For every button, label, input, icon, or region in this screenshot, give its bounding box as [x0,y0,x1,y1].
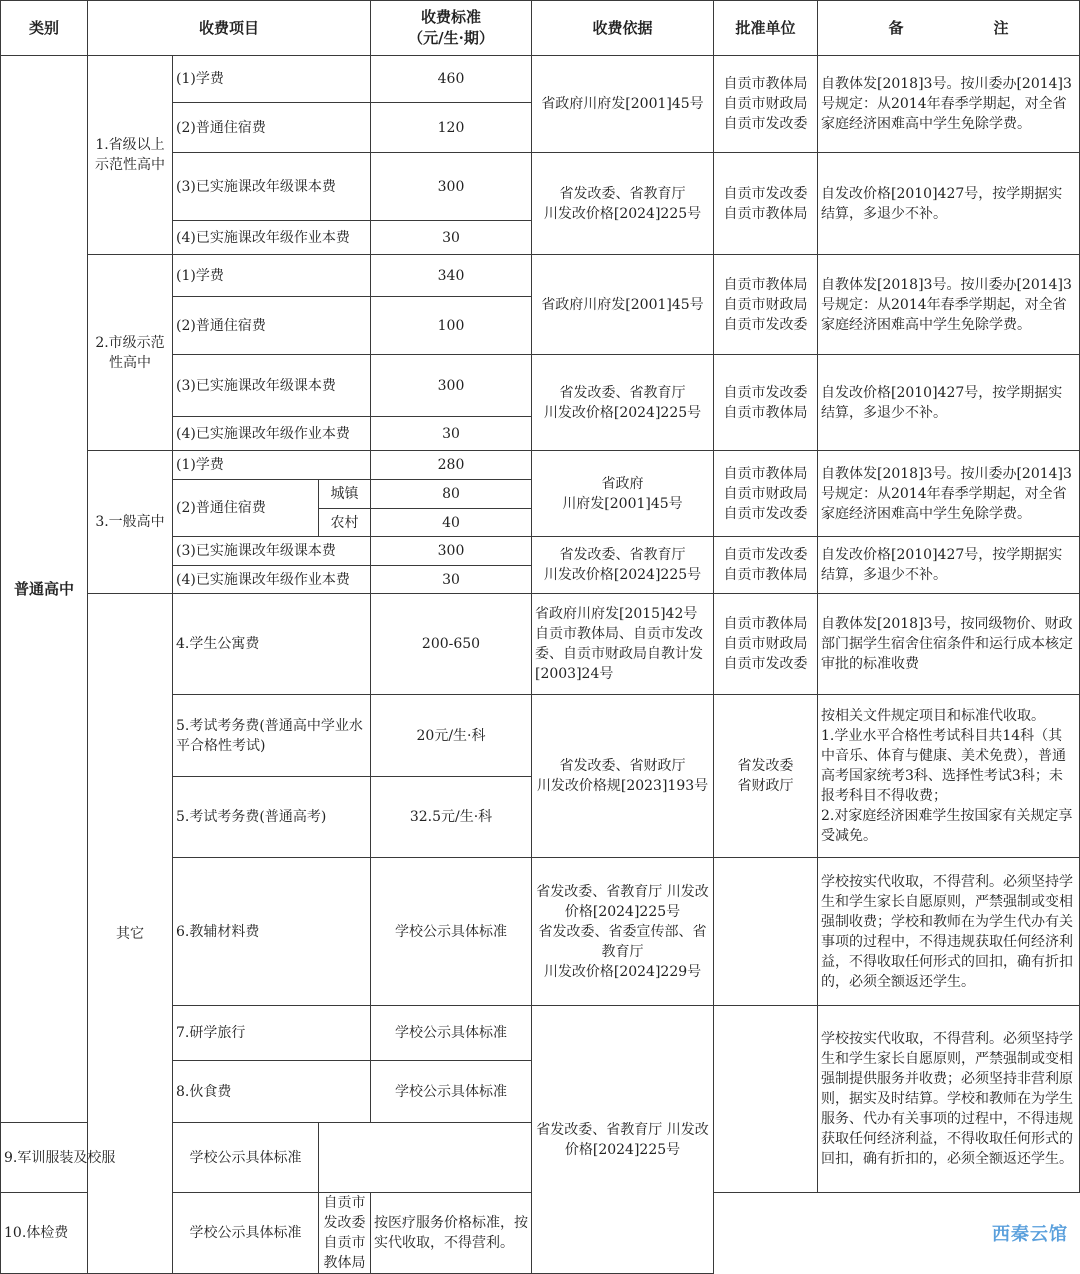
item-name: 6.教辅材料费 [173,858,371,1006]
fee-value: 300 [371,537,532,566]
header-approver: 批准单位 [714,1,818,56]
approver-cell: 自贡市教体局 自贡市财政局 自贡市发改委 [714,56,818,153]
fee-value: 80 [371,480,532,509]
fee-value: 340 [371,255,532,297]
item-name: 10.体检费 [1,1193,173,1274]
fee-value: 30 [371,221,532,255]
fee-value: 460 [371,56,532,103]
fee-value: 32.5元/生·科 [371,777,532,858]
basis-cell: 省政府川府发[2001]45号 [532,255,714,355]
group-label: 1.省级以上 示范性高中 [88,56,173,255]
note-cell: 学校按实代收取，不得营利。必须坚持学生和学生家长自愿原则，严禁强制或变相强制收费；学校和教师在为学生代办有关事项的过程中，不得违规获取任何经济利益，不得收取任何形式的回扣，确有折扣的，必须全额返还学生。 [818,858,1080,1006]
item-name: 5.考试考务费(普通高考) [173,777,371,858]
item-name: (2)普通住宿费 [173,103,371,153]
sub-item-rural: 农村 [319,509,371,537]
item-name: (2)普通住宿费 [173,480,319,537]
basis-cell: 省政府川府发[2015]42号 自贡市教体局、自贡市发改委、自贡市财政局自教计发[2003]24号 [532,594,714,695]
basis-cell: 省发改委、省财政厅 川发改价格规[2023]193号 [532,695,714,858]
table-row [1,594,1080,695]
note-cell: 按相关文件规定项目和标准代收取。 1.学业水平合格性考试科目共14科（其中音乐、体育与健康、美术免费），普通高考国家统考3科、选择性考试3科；未报考科目不得收费； 2.对家庭经济困难学生按国家有关规定享受减免。 [818,695,1080,858]
header-remarks: 备 注 [818,1,1080,56]
fee-value: 学校公示具体标准 [173,1193,319,1274]
approver-cell: 自贡市发改委 自贡市教体局 [714,153,818,255]
item-name: 9.军训服装及校服 [1,1123,173,1193]
header-basis: 收费依据 [532,1,714,56]
approver-cell: 自贡市教体局 自贡市财政局 自贡市发改委 [714,255,818,355]
approver-cell: 自贡市发改委 自贡市教体局 [714,537,818,594]
fee-value: 学校公示具体标准 [371,1006,532,1061]
basis-cell: 省发改委、省教育厅 川发改价格[2024]225号 [532,153,714,255]
item-name: (3)已实施课改年级课本费 [173,355,371,417]
watermark-logo: 西秦云馆 [992,1224,1068,1245]
fee-value: 学校公示具体标准 [173,1123,319,1193]
item-name: 8.伙食费 [173,1061,371,1123]
item-name: (4)已实施课改年级作业本费 [173,566,371,594]
basis-cell: 省政府川府发[2001]45号 [532,56,714,153]
approver-cell-empty [714,1006,818,1193]
fee-value: 30 [371,417,532,451]
basis-cell: 省政府 川府发[2001]45号 [532,451,714,537]
table-row [1,451,1080,480]
note-cell: 自教体发[2018]3号。按川委办[2014]3号规定：从2014年春季学期起，对全省家庭经济困难高中学生免除学费。 [818,56,1080,153]
note-cell: 按医疗服务价格标准，按实代收取，不得营利。 [371,1193,532,1274]
item-name: (1)学费 [173,451,371,480]
item-name: 4.学生公寓费 [173,594,371,695]
item-name: (4)已实施课改年级作业本费 [173,221,371,255]
item-name: (2)普通住宿费 [173,297,371,355]
note-cell: 自发改价格[2010]427号，按学期据实结算，多退少不补。 [818,153,1080,255]
category-cell: 普通高中 [1,56,88,1123]
table-header [1,1,1080,56]
approver-cell: 自贡市教体局 自贡市财政局 自贡市发改委 [714,594,818,695]
item-name: (1)学费 [173,56,371,103]
header-standard: 收费标准 （元/生·期） [371,1,532,56]
item-name: (1)学费 [173,255,371,297]
fee-value: 20元/生·科 [371,695,532,777]
note-cell: 学校按实代收取，不得营利。必须坚持学生和学生家长自愿原则，严禁强制或变相强制提供服务并收费；必须坚持非营利原则，据实及时结算。学校和教师在为学生服务、代办有关事项的过程中，不得违规获取任何经济利益，不得收取任何形式的回扣，确有折扣的，必须全额返还学生。 [818,1006,1080,1193]
group-label: 2.市级示范 性高中 [88,255,173,451]
fee-value: 学校公示具体标准 [371,858,532,1006]
item-name: 5.考试考务费(普通高中学业水平合格性考试) [173,695,371,777]
approver-cell: 自贡市发改委 自贡市教体局 [319,1193,371,1274]
header-category: 类别 [1,1,88,56]
basis-cell: 省发改委、省教育厅 川发改价格[2024]225号 [532,537,714,594]
basis-cell: 省发改委、省教育厅 川发改价格[2024]225号 省发改委、省委宣传部、省教育厅 川发改价格[2024]229号 [532,858,714,1006]
sub-item-urban: 城镇 [319,480,371,509]
table-row [1,255,1080,297]
fee-value: 学校公示具体标准 [371,1061,532,1123]
item-name: (3)已实施课改年级课本费 [173,537,371,566]
item-name: (3)已实施课改年级课本费 [173,153,371,221]
fee-value: 300 [371,153,532,221]
approver-cell: 自贡市教体局 自贡市财政局 自贡市发改委 [714,451,818,537]
fee-value: 200-650 [371,594,532,695]
fee-value: 100 [371,297,532,355]
item-name: 7.研学旅行 [173,1006,371,1061]
table-row [1,56,1080,103]
note-cell: 自教体发[2018]3号。按川委办[2014]3号规定：从2014年春季学期起，对全省家庭经济困难高中学生免除学费。 [818,255,1080,355]
approver-cell: 省发改委 省财政厅 [714,695,818,858]
fee-value: 120 [371,103,532,153]
fee-value: 30 [371,566,532,594]
group-label: 3.一般高中 [88,451,173,594]
fee-value: 40 [371,509,532,537]
basis-cell: 省发改委、省教育厅 川发改价格[2024]225号 [532,355,714,451]
fee-value: 280 [371,451,532,480]
note-cell: 自教体发[2018]3号。按川委办[2014]3号规定：从2014年春季学期起，对全省家庭经济困难高中学生免除学费。 [818,451,1080,537]
group-label: 其它 [88,594,173,1274]
note-cell: 自发改价格[2010]427号，按学期据实结算，多退少不补。 [818,537,1080,594]
basis-cell: 省发改委、省教育厅 川发改价格[2024]225号 [532,1006,714,1274]
note-cell: 自教体发[2018]3号，按同级物价、财政部门据学生宿舍住宿条件和运行成本核定审批的标准收费 [818,594,1080,695]
approver-cell: 自贡市发改委 自贡市教体局 [714,355,818,451]
item-name: (4)已实施课改年级作业本费 [173,417,371,451]
approver-cell-empty [714,858,818,1006]
header-item: 收费项目 [88,1,371,56]
fee-value: 300 [371,355,532,417]
note-cell: 自发改价格[2010]427号，按学期据实结算，多退少不补。 [818,355,1080,451]
